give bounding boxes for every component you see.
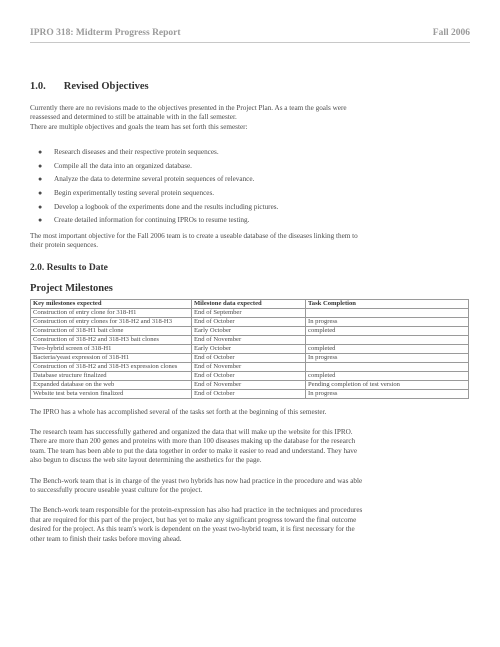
column-header: Key milestones expected xyxy=(31,299,192,308)
closing-line: The most important objective for the Fall 2006 team is to create a useable database of the diseases linking them to xyxy=(30,231,358,240)
paragraph-line: There are more than 200 genes and proteins with more than 100 diseases making up the database for the research xyxy=(30,437,356,446)
closing-paragraph xyxy=(30,232,470,251)
list-item xyxy=(38,162,470,176)
table-row xyxy=(31,353,469,362)
table-row xyxy=(31,380,469,389)
table-cell: Construction of 318-H2 and 318-H3 bait clones xyxy=(31,335,192,344)
closing-line: their protein sequences. xyxy=(30,241,99,250)
bullet-icon: ● xyxy=(38,175,43,184)
table-cell: completed xyxy=(306,344,469,353)
section-number: 1.0. xyxy=(30,81,46,92)
table-row xyxy=(31,389,469,398)
table-cell: Expanded database on the web xyxy=(31,380,192,389)
table-cell xyxy=(306,335,469,344)
milestones-table xyxy=(30,299,469,399)
paragraph-line: The research team has successfully gathered and organized the data that will make up the website for this IPRO. xyxy=(30,428,353,436)
list-item-text: Analyze the data to determine several protein sequences of relevance. xyxy=(54,175,255,184)
table-cell: End of November xyxy=(191,380,305,389)
list-item-text: Research diseases and their respective protein sequences. xyxy=(54,148,219,157)
table-cell: Database structure finalized xyxy=(31,371,192,380)
table-cell: End of October xyxy=(191,389,305,398)
table-row xyxy=(31,362,469,371)
column-header: Task Completion xyxy=(306,299,469,308)
section-heading-revised-objectives xyxy=(30,81,470,92)
bullet-icon: ● xyxy=(38,202,43,211)
table-cell: Early October xyxy=(191,344,305,353)
paragraph-line: The Bench-work team that is in charge of the yeast two hybrids has now had practice in the procedure and was able xyxy=(30,476,363,485)
table-cell: End of October xyxy=(191,317,305,326)
results-paragraph: The IPRO has a whole has accomplished several of the tasks set forth at the beginning of this semester. xyxy=(30,407,327,416)
list-item-text: Begin experimentally testing several protein sequences. xyxy=(54,189,215,197)
bullet-icon: ● xyxy=(38,148,43,157)
table-row xyxy=(31,371,469,380)
table-cell: End of November xyxy=(191,362,305,371)
list-item xyxy=(38,203,470,217)
header-title: IPRO 318: Midterm Progress Report xyxy=(30,28,181,38)
header-term: Fall 2006 xyxy=(432,28,470,38)
table-cell: End of October xyxy=(191,353,305,362)
table-row xyxy=(31,326,469,335)
intro-line: There are multiple objectives and goals the team has set forth this semester: xyxy=(30,122,248,131)
bullet-icon: ● xyxy=(38,189,43,197)
table-cell xyxy=(306,362,469,371)
list-item xyxy=(38,216,470,230)
yeast-team-paragraph xyxy=(30,477,470,496)
table-cell: Pending completion of test version xyxy=(306,380,469,389)
table-cell: Construction of 318-H1 bait clone xyxy=(31,326,192,335)
table-cell: In progress xyxy=(306,389,469,398)
column-header: Milestone data expected xyxy=(191,299,305,308)
paragraph-line: other team to finish their tasks before moving ahead. xyxy=(30,534,182,543)
paragraph-line: that are required for this part of the project, but has yet to make any significant progress toward the final outcome xyxy=(30,515,357,524)
subsection-heading-milestones: Project Milestones xyxy=(30,282,113,294)
table-header-row xyxy=(31,299,469,308)
table-cell: completed xyxy=(306,371,469,380)
list-item xyxy=(38,189,470,203)
table-row xyxy=(31,308,469,317)
paragraph-line: desired for the project. As this team's work is dependent on the yeast two-hybrid team, it is first necessary for the xyxy=(30,525,355,534)
table-cell: Bacteria/yeast expression of 318-H1 xyxy=(31,353,192,362)
list-item xyxy=(38,148,470,162)
section-heading-results: 2.0. Results to Date xyxy=(30,262,108,273)
document-page xyxy=(30,28,470,544)
list-item xyxy=(38,175,470,189)
list-item-text: Compile all the data into an organized database. xyxy=(54,161,192,170)
table-cell: Website test beta version finalized xyxy=(31,389,192,398)
research-team-paragraph xyxy=(30,428,470,466)
table-cell: In progress xyxy=(306,353,469,362)
table-row xyxy=(31,335,469,344)
bullet-icon: ● xyxy=(38,161,43,170)
list-item-text: Create detailed information for continuing IPROs to resume testing. xyxy=(54,216,250,225)
table-cell: End of September xyxy=(191,308,305,317)
table-cell: Two-hybrid screen of 318-H1 xyxy=(31,344,192,353)
objectives-list xyxy=(30,148,470,230)
table-row xyxy=(31,317,469,326)
table-cell: In progress xyxy=(306,317,469,326)
table-cell: completed xyxy=(306,326,469,335)
paragraph-line: to successfully procure useable yeast culture for the project. xyxy=(30,486,203,495)
table-cell: Construction of entry clones for 318-H2 and 318-H3 xyxy=(31,317,192,326)
paragraph-line: The Bench-work team responsible for the protein-expression has also had practice in the techniques and procedures xyxy=(30,506,363,515)
intro-paragraph xyxy=(30,104,470,132)
table-cell: Early October xyxy=(191,326,305,335)
table-cell: Construction of entry clone for 318-H1 xyxy=(31,308,192,317)
list-item-text: Develop a logbook of the experiments done and the results including pictures. xyxy=(54,202,279,211)
paragraph-line: also begun to discuss the web site layout determining the aesthetics for the page. xyxy=(30,456,262,465)
page-header xyxy=(30,28,470,43)
protein-team-paragraph xyxy=(30,506,470,544)
table-cell: End of November xyxy=(191,335,305,344)
paragraph-line: team. The team has been able to put the data together in order to make it easier to read and understand. They have xyxy=(30,446,358,455)
intro-line: reassessed and determined to still be attainable with in the fall semester. xyxy=(30,113,237,122)
table-cell: End of October xyxy=(191,371,305,380)
table-row xyxy=(31,344,469,353)
table-cell: Construction of 318-H2 and 318-H3 expression clones xyxy=(31,362,192,371)
section-title: Revised Objectives xyxy=(63,81,149,92)
table-cell xyxy=(306,308,469,317)
bullet-icon: ● xyxy=(38,216,43,225)
intro-line: Currently there are no revisions made to the objectives presented in the Project Plan. As a team the goals were xyxy=(30,104,347,112)
